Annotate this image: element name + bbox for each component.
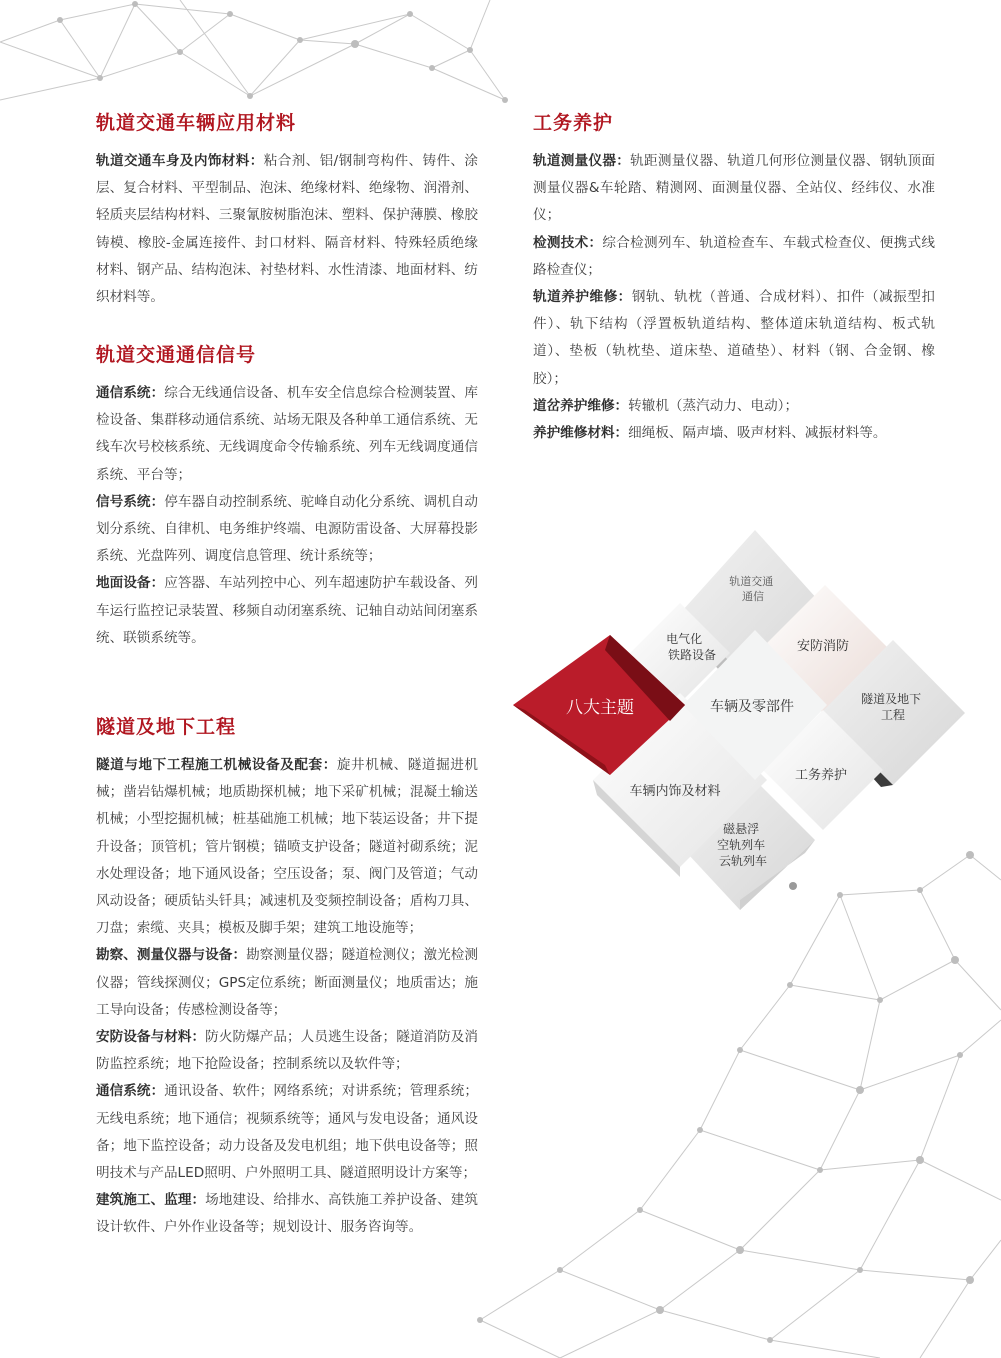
entry-label: 轨道测量仪器：	[533, 153, 631, 169]
entry-label: 信号系统：	[96, 493, 165, 510]
entry-label: 建筑施工、监理：	[96, 1192, 206, 1209]
entry	[533, 284, 935, 393]
entry	[533, 148, 935, 230]
entry-list	[96, 752, 478, 1242]
entry-text: 勘察测量仪器；隧道检测仪；激光检测仪器；管线探测仪；GPS定位系统；断面测量仪；地质雷达；施工导向设备；传感检测设备等；	[96, 947, 479, 1018]
section-title: 工务养护	[533, 112, 614, 134]
label-security: 安防消防	[796, 639, 850, 654]
label-line: 磁悬浮	[723, 822, 760, 836]
entry-list	[96, 380, 478, 652]
entry	[533, 393, 935, 420]
entry-text: 应答器、车站列控中心、列车超速防护车载设备、列车运行监控记录装置、移频自动闭塞系统、记轴自动站间闭塞系统、联锁系统等。	[96, 575, 479, 646]
entry-label: 轨道养护维修：	[533, 289, 632, 306]
entry	[96, 1024, 478, 1078]
label-maglev	[717, 822, 769, 868]
entry-list	[533, 148, 935, 447]
entry-text: 旋井机械、隧道掘进机械；凿岩钻爆机械；地质勘探机械；地下采矿机械；混凝土输送机械；小型挖掘机械；桩基础施工机械；地下装运设备；井下提升设备；顶管机；管片钢模；锚喷支护设备；隧道衬砌系统；泥水处理设备；地下通风设备；空压设备；泵、阀门及管道；气动风动设备；硬质钻头钎具；减速机及变频控制设备；盾构刀具、刀盘；索缆、夹具；模板及脚手架；建筑工地设施等；	[96, 757, 479, 937]
entry-label: 隧道与地下工程施工机械设备及配套：	[96, 757, 337, 773]
network-decoration-top	[0, 0, 520, 110]
entry	[96, 570, 478, 652]
label-line: 工程	[880, 708, 906, 722]
section-track-maintenance	[533, 110, 935, 447]
section-tunnel-underground	[96, 714, 478, 1242]
entry-text: 防火防爆产品；人员逃生设备；隧道消防及消防监控系统；地下抢险设备；控制系统以及软件等；	[96, 1029, 479, 1073]
entry-text: 综合无线通信设备、机车安全信息综合检测装置、库检设备、集群移动通信系统、站场无限及各种单工通信系统、无线车次号校核系统、无线调度命令传输系统、列车无线调度通信系统、平台等；	[96, 385, 479, 483]
entry-text: 转辙机（蒸汽动力、电动）；	[628, 397, 799, 414]
label-interior: 车辆内饰及材料	[629, 784, 721, 799]
entry	[533, 230, 935, 284]
entry-text: 细绳板、隔声墙、吸声材料、减振材料等。	[628, 425, 887, 442]
entry-text: 钢轨、轨枕（普通、合成材料）、扣件（减振型扣件）、轨下结构（浮置板轨道结构、整体道床轨道结构、板式轨道）、垫板（轨枕垫、道床垫、道碴垫）、材料（钢、合金钢、橡胶）；	[533, 289, 936, 387]
section-title: 轨道交通通信信号	[96, 344, 257, 366]
entry-text: 综合检测列车、轨道检查车、车载式检查仪、便携式线路检查仪；	[533, 234, 935, 278]
entry-label: 轨道交通车身及内饰材料：	[96, 153, 264, 169]
section-communication-signal	[96, 342, 478, 652]
entry	[96, 148, 478, 311]
label-line: 空轨列车	[717, 838, 766, 852]
entry	[96, 942, 478, 1024]
section-vehicle-materials	[96, 110, 478, 311]
entry-text: 粘合剂、铝/钢制弯构件、铸件、涂层、复合材料、平型制品、泡沫、绝缘材料、绝缘物、润滑剂、轻质夹层结构材料、三聚氰胺树脂泡沫、塑料、保护薄膜、橡胶铸模、橡胶-金属连接件、封口材料、隔音材料、特殊轻质绝缘材料、钢产品、结构泡沫、衬垫材料、水性清漆、地面材料、纺织材料等。	[96, 153, 478, 306]
entry-label: 道岔养护维修：	[533, 397, 629, 414]
entry	[96, 489, 478, 571]
label-center: 车辆及零部件	[710, 699, 794, 715]
entry-label: 通信系统：	[96, 385, 165, 401]
entry	[96, 1187, 478, 1241]
section-title: 隧道及地下工程	[96, 716, 237, 738]
entry-label: 地面设备：	[96, 575, 165, 592]
label-maintenance: 工务养护	[794, 768, 848, 783]
label-line: 通信	[742, 590, 764, 603]
entry-label: 检测技术：	[533, 234, 603, 251]
entry-label: 通信系统：	[96, 1083, 165, 1100]
eight-themes-diagram	[505, 525, 975, 910]
entry	[533, 420, 935, 447]
entry-text: 轨距测量仪器、轨道几何形位测量仪器、钢轨顶面测量仪器&车轮踏、精测网、面测量仪器、全站仪、经纬仪、水准仪；	[533, 153, 936, 224]
section-title: 轨道交通车辆应用材料	[96, 112, 297, 134]
label-line: 云轨列车	[718, 854, 768, 868]
entry-label: 安防设备与材料：	[96, 1029, 206, 1046]
label-line: 铁路设备	[667, 648, 717, 662]
entry-text: 通讯设备、软件；网络系统；对讲系统；管理系统；无线电系统；地下通信；视频系统等；通风与发电设备；通风设备；地下监控设备；动力设备及发电机组；地下供电设备等；照明技术与产品LED照明、户外照明工具、隧道照明设计方案等；	[96, 1083, 479, 1182]
entry	[96, 380, 478, 489]
label-theme: 八大主题	[566, 698, 634, 718]
entry-text: 场地建设、给排水、高铁施工养护设备、建筑设计软件、户外作业设备等；规划设计、服务咨询等。	[96, 1192, 479, 1236]
entry-label: 勘察、测量仪器与设备：	[96, 947, 247, 964]
label-line: 电气化	[666, 632, 703, 646]
entry-list	[96, 148, 478, 311]
entry-text: 停车器自动控制系统、驼峰自动化分系统、调机自动划分系统、自律机、电务维护终端、电源防雷设备、大屏幕投影系统、光盘阵列、调度信息管理、统计系统等；	[96, 493, 479, 565]
entry	[96, 1078, 478, 1187]
entry-label: 养护维修材料：	[533, 425, 629, 442]
entry	[96, 752, 478, 942]
label-line: 隧道及地下	[861, 692, 922, 706]
label-line: 轨道交通	[729, 575, 774, 588]
